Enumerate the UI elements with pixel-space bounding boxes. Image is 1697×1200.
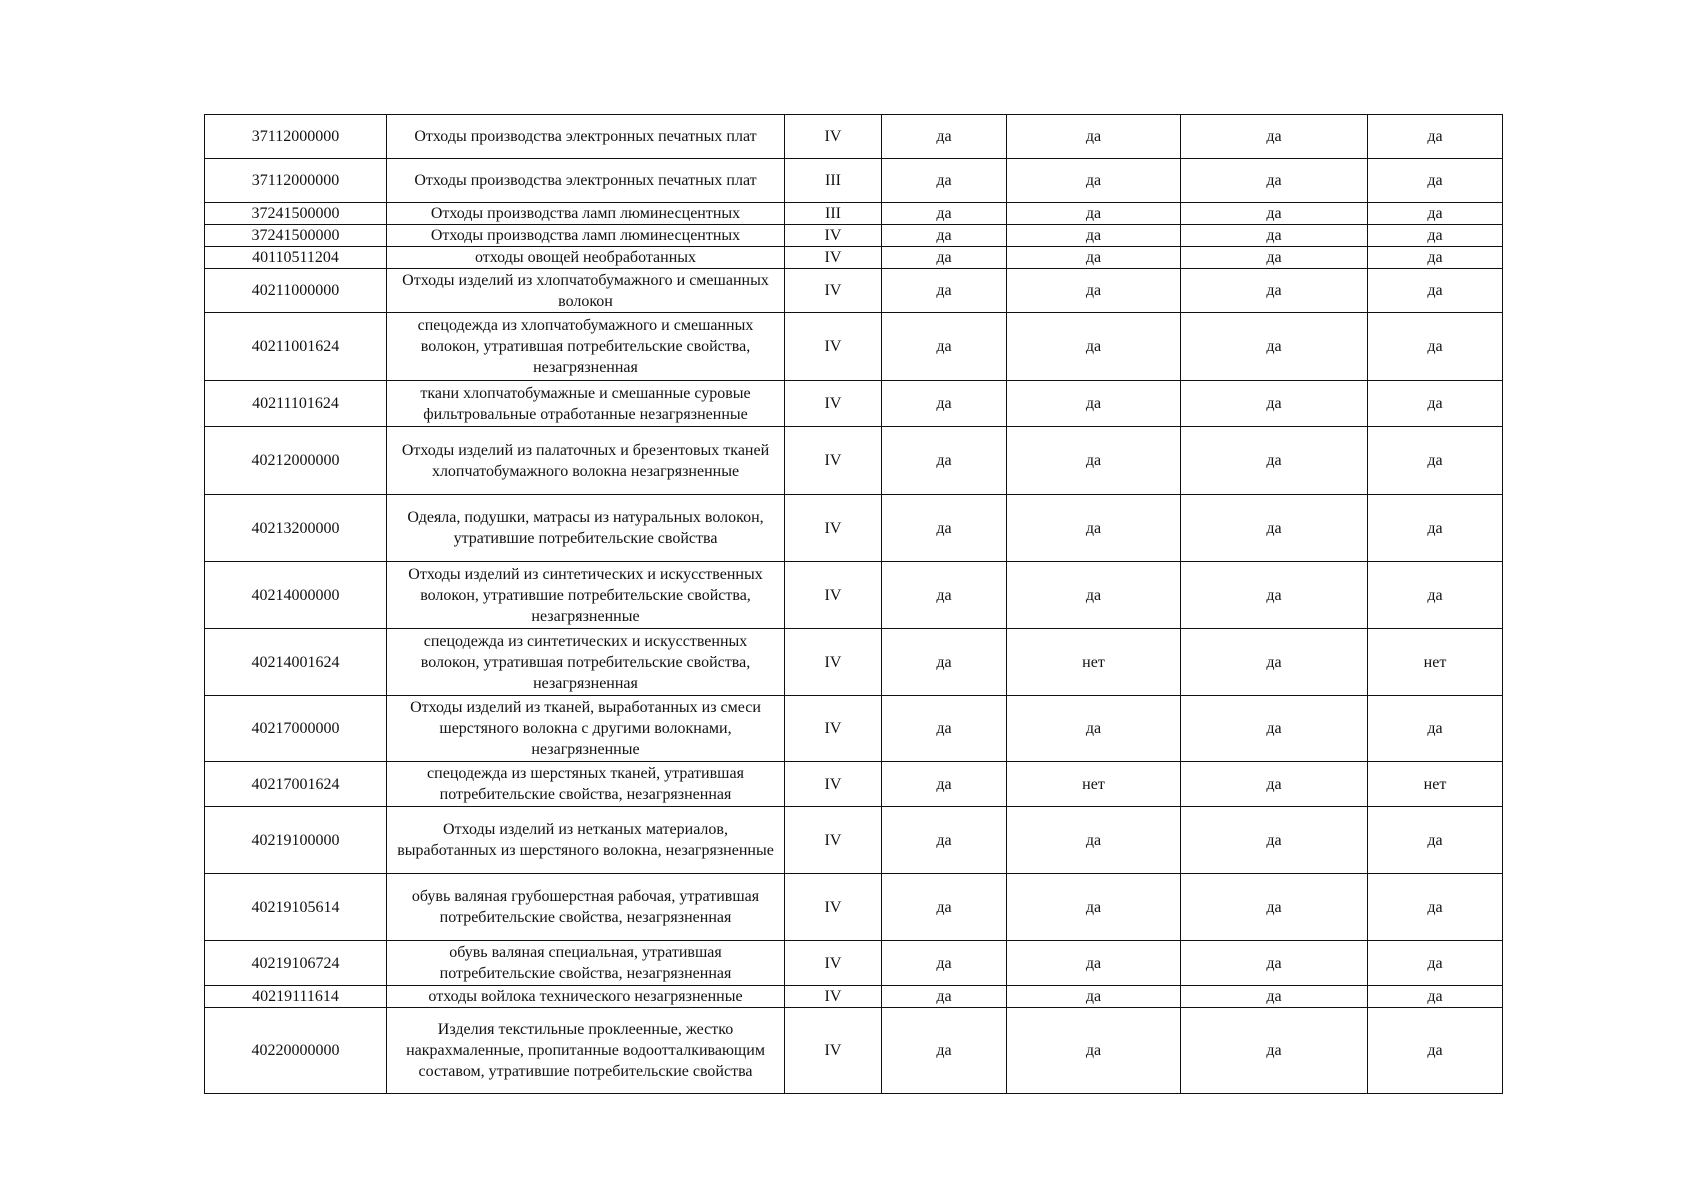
flag-col-1: да (882, 941, 1007, 986)
flag-col-4: да (1368, 807, 1503, 874)
flag-col-4: да (1368, 941, 1503, 986)
waste-code: 40219111614 (205, 986, 387, 1008)
waste-name: Отходы производства ламп люминесцентных (387, 225, 785, 247)
flag-col-3: да (1181, 562, 1368, 629)
table-row (205, 696, 1503, 762)
table-row (205, 247, 1503, 269)
waste-name: ткани хлопчатобумажные и смешанные суровые фильтровальные отработанные незагрязненные (387, 381, 785, 427)
flag-col-2: нет (1007, 629, 1181, 696)
flag-col-2: да (1007, 115, 1181, 159)
hazard-class: IV (785, 1008, 882, 1094)
flag-col-3: да (1181, 629, 1368, 696)
hazard-class: IV (785, 807, 882, 874)
flag-col-3: да (1181, 159, 1368, 203)
flag-col-1: да (882, 874, 1007, 941)
flag-col-3: да (1181, 381, 1368, 427)
waste-code: 40220000000 (205, 1008, 387, 1094)
waste-name: Отходы производства электронных печатных плат (387, 115, 785, 159)
table-row (205, 762, 1503, 807)
waste-name: обувь валяная грубошерстная рабочая, утратившая потребительские свойства, незагрязненная (387, 874, 785, 941)
flag-col-4: да (1368, 203, 1503, 225)
flag-col-3: да (1181, 427, 1368, 495)
flag-col-3: да (1181, 269, 1368, 313)
waste-name: спецодежда из хлопчатобумажного и смешанных волокон, утратившая потребительские свойства, незагрязненная (387, 313, 785, 381)
flag-col-1: да (882, 203, 1007, 225)
hazard-class: IV (785, 381, 882, 427)
hazard-class: IV (785, 629, 882, 696)
waste-code: 40219105614 (205, 874, 387, 941)
flag-col-2: да (1007, 941, 1181, 986)
waste-code: 37112000000 (205, 115, 387, 159)
flag-col-2: да (1007, 203, 1181, 225)
hazard-class: IV (785, 874, 882, 941)
flag-col-3: да (1181, 1008, 1368, 1094)
waste-code: 40219106724 (205, 941, 387, 986)
waste-name: Отходы изделий из синтетических и искусственных волокон, утратившие потребительские свойства, незагрязненные (387, 562, 785, 629)
flag-col-4: нет (1368, 762, 1503, 807)
flag-col-2: нет (1007, 762, 1181, 807)
flag-col-1: да (882, 225, 1007, 247)
flag-col-1: да (882, 696, 1007, 762)
waste-code: 37241500000 (205, 225, 387, 247)
flag-col-3: да (1181, 941, 1368, 986)
waste-code: 40217000000 (205, 696, 387, 762)
flag-col-2: да (1007, 269, 1181, 313)
flag-col-4: да (1368, 225, 1503, 247)
waste-code: 40217001624 (205, 762, 387, 807)
waste-code: 40213200000 (205, 495, 387, 562)
flag-col-2: да (1007, 495, 1181, 562)
flag-col-4: да (1368, 874, 1503, 941)
flag-col-2: да (1007, 986, 1181, 1008)
table-row (205, 1008, 1503, 1094)
flag-col-4: да (1368, 427, 1503, 495)
hazard-class: IV (785, 269, 882, 313)
flag-col-4: да (1368, 381, 1503, 427)
flag-col-4: да (1368, 495, 1503, 562)
waste-name: Отходы изделий из нетканых материалов, выработанных из шерстяного волокна, незагрязненные (387, 807, 785, 874)
flag-col-1: да (882, 495, 1007, 562)
waste-name: отходы войлока технического незагрязненные (387, 986, 785, 1008)
flag-col-1: да (882, 762, 1007, 807)
table-row (205, 159, 1503, 203)
hazard-class: IV (785, 313, 882, 381)
flag-col-1: да (882, 313, 1007, 381)
flag-col-1: да (882, 269, 1007, 313)
flag-col-1: да (882, 247, 1007, 269)
flag-col-4: да (1368, 986, 1503, 1008)
table-row (205, 807, 1503, 874)
flag-col-2: да (1007, 159, 1181, 203)
hazard-class: IV (785, 941, 882, 986)
hazard-class: III (785, 203, 882, 225)
waste-code: 40110511204 (205, 247, 387, 269)
hazard-class: IV (785, 115, 882, 159)
table-row (205, 874, 1503, 941)
waste-code: 40211001624 (205, 313, 387, 381)
flag-col-2: да (1007, 225, 1181, 247)
table-row (205, 562, 1503, 629)
table-row (205, 629, 1503, 696)
waste-name: спецодежда из шерстяных тканей, утратившая потребительские свойства, незагрязненная (387, 762, 785, 807)
flag-col-4: да (1368, 159, 1503, 203)
flag-col-3: да (1181, 762, 1368, 807)
waste-name: Изделия текстильные проклеенные, жестко накрахмаленные, пропитанные водоотталкивающим составом, утратившие потребительские свойства (387, 1008, 785, 1094)
flag-col-1: да (882, 115, 1007, 159)
flag-col-2: да (1007, 427, 1181, 495)
flag-col-3: да (1181, 247, 1368, 269)
waste-table (204, 114, 1503, 1094)
waste-code: 40214001624 (205, 629, 387, 696)
flag-col-3: да (1181, 696, 1368, 762)
flag-col-3: да (1181, 807, 1368, 874)
waste-name: Отходы изделий из тканей, выработанных из смеси шерстяного волокна с другими волокнами, незагрязненные (387, 696, 785, 762)
flag-col-3: да (1181, 203, 1368, 225)
table-row (205, 203, 1503, 225)
waste-code: 40211101624 (205, 381, 387, 427)
flag-col-3: да (1181, 225, 1368, 247)
flag-col-3: да (1181, 495, 1368, 562)
waste-code: 37241500000 (205, 203, 387, 225)
table-row (205, 381, 1503, 427)
flag-col-3: да (1181, 313, 1368, 381)
flag-col-2: да (1007, 313, 1181, 381)
flag-col-1: да (882, 807, 1007, 874)
flag-col-4: да (1368, 562, 1503, 629)
table-row (205, 313, 1503, 381)
flag-col-1: да (882, 427, 1007, 495)
waste-name: Отходы изделий из хлопчатобумажного и смешанных волокон (387, 269, 785, 313)
table-row (205, 269, 1503, 313)
flag-col-2: да (1007, 696, 1181, 762)
hazard-class: IV (785, 495, 882, 562)
flag-col-4: да (1368, 313, 1503, 381)
flag-col-2: да (1007, 807, 1181, 874)
waste-name: Отходы изделий из палаточных и брезентовых тканей хлопчатобумажного волокна незагрязненные (387, 427, 785, 495)
waste-name: Одеяла, подушки, матрасы из натуральных волокон, утратившие потребительские свойства (387, 495, 785, 562)
hazard-class: IV (785, 427, 882, 495)
hazard-class: III (785, 159, 882, 203)
flag-col-3: да (1181, 986, 1368, 1008)
table-row (205, 941, 1503, 986)
flag-col-4: да (1368, 269, 1503, 313)
table-row (205, 986, 1503, 1008)
waste-name: Отходы производства ламп люминесцентных (387, 203, 785, 225)
waste-code: 40214000000 (205, 562, 387, 629)
flag-col-4: да (1368, 115, 1503, 159)
flag-col-2: да (1007, 562, 1181, 629)
flag-col-3: да (1181, 115, 1368, 159)
hazard-class: IV (785, 562, 882, 629)
flag-col-3: да (1181, 874, 1368, 941)
flag-col-1: да (882, 159, 1007, 203)
waste-name: спецодежда из синтетических и искусственных волокон, утратившая потребительские свойства, незагрязненная (387, 629, 785, 696)
flag-col-4: да (1368, 1008, 1503, 1094)
flag-col-2: да (1007, 381, 1181, 427)
waste-code: 40219100000 (205, 807, 387, 874)
flag-col-1: да (882, 381, 1007, 427)
hazard-class: IV (785, 986, 882, 1008)
waste-name: отходы овощей необработанных (387, 247, 785, 269)
flag-col-2: да (1007, 247, 1181, 269)
table-row (205, 427, 1503, 495)
flag-col-4: да (1368, 247, 1503, 269)
waste-table-body (205, 115, 1503, 1094)
table-row (205, 495, 1503, 562)
hazard-class: IV (785, 696, 882, 762)
hazard-class: IV (785, 225, 882, 247)
waste-code: 40211000000 (205, 269, 387, 313)
table-row (205, 225, 1503, 247)
hazard-class: IV (785, 247, 882, 269)
flag-col-2: да (1007, 874, 1181, 941)
flag-col-1: да (882, 562, 1007, 629)
flag-col-2: да (1007, 1008, 1181, 1094)
table-row (205, 115, 1503, 159)
flag-col-1: да (882, 629, 1007, 696)
flag-col-4: да (1368, 696, 1503, 762)
waste-code: 40212000000 (205, 427, 387, 495)
waste-name: обувь валяная специальная, утратившая потребительские свойства, незагрязненная (387, 941, 785, 986)
hazard-class: IV (785, 762, 882, 807)
flag-col-1: да (882, 986, 1007, 1008)
flag-col-1: да (882, 1008, 1007, 1094)
waste-name: Отходы производства электронных печатных плат (387, 159, 785, 203)
waste-code: 37112000000 (205, 159, 387, 203)
flag-col-4: нет (1368, 629, 1503, 696)
